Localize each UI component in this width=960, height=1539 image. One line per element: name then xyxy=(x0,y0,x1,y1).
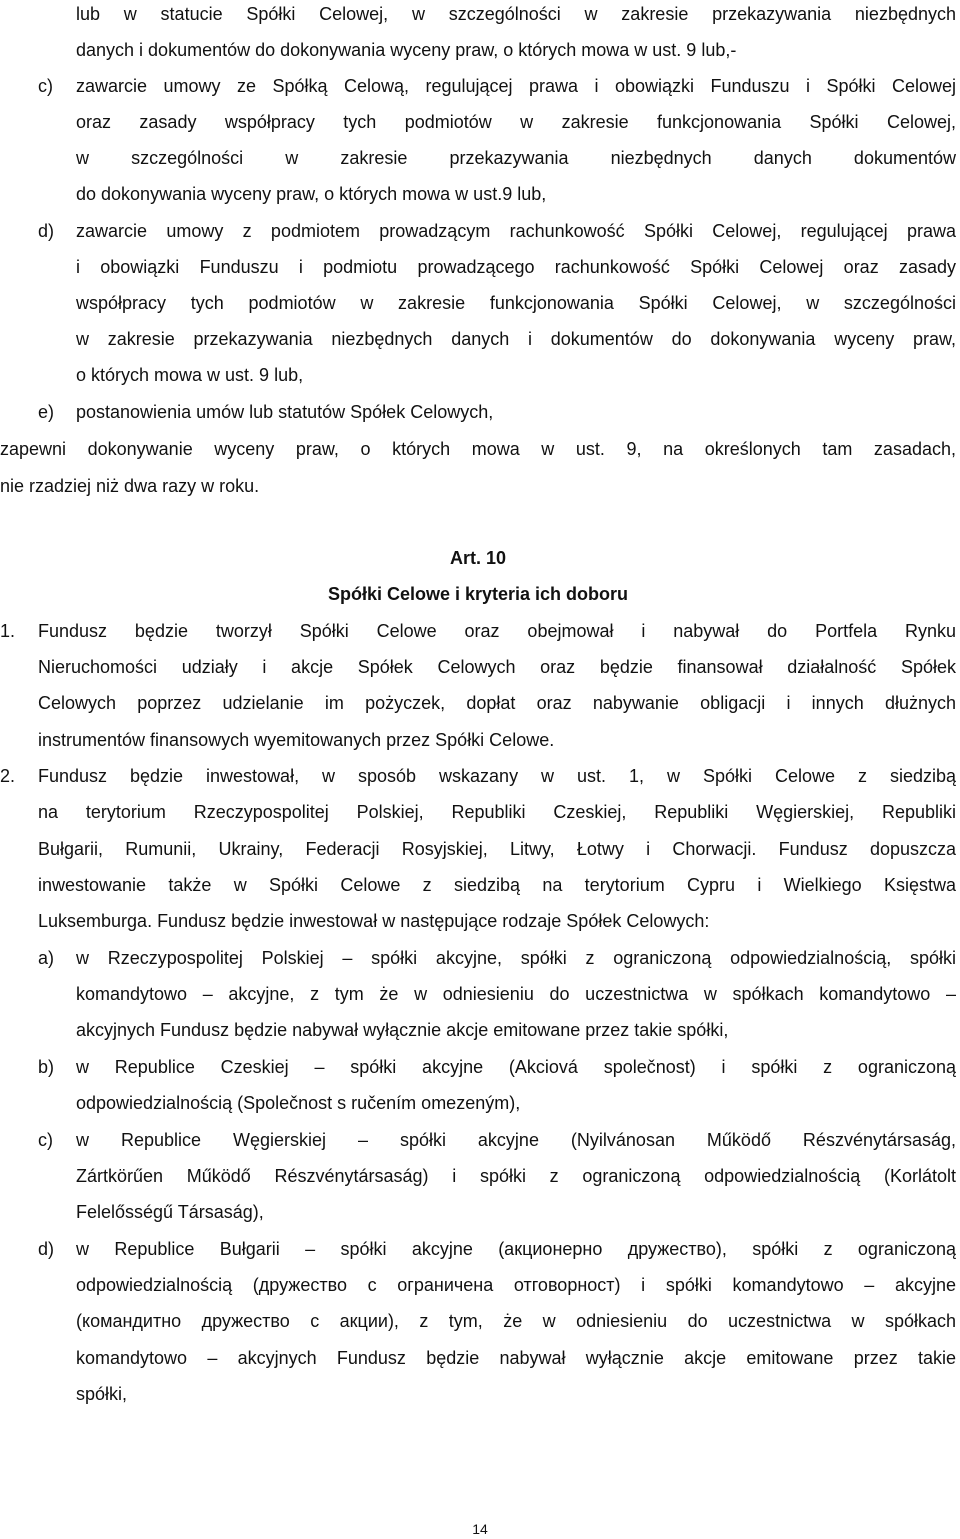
text-line: w Republice Węgierskiej – spółki akcyjne (Nyilvánosan Működő Részvénytársaság, xyxy=(76,1130,956,1150)
list-item-label: d) xyxy=(38,1239,55,1259)
list-item-label: c) xyxy=(38,1130,53,1150)
paragraph-number: 2. xyxy=(0,766,16,786)
text-line: inwestowanie także w Spółki Celowe z siedzibą na terytorium Cypru i Wielkiego Księstwa xyxy=(38,875,956,895)
text-line: odpowiedzialnością (Společnost s ručením omezeným), xyxy=(76,1093,521,1113)
text-line: i obowiązki Funduszu i podmiotu prowadzącego rachunkowość Spółki Celowej oraz zasady xyxy=(76,257,956,277)
list-item-label: a) xyxy=(38,948,55,968)
text-line: Fundusz będzie tworzył Spółki Celowe oraz obejmował i nabywał do Portfela Rynku xyxy=(38,621,956,641)
list-item-label: e) xyxy=(38,402,55,422)
text-line: współpracy tych podmiotów w zakresie funkcjonowania Spółki Celowej, w szczególności xyxy=(76,293,956,313)
text-line: do dokonywania wyceny praw, o których mowa w ust.9 lub, xyxy=(76,184,547,204)
text-line: lub w statucie Spółki Celowej, w szczególności w zakresie przekazywania niezbędnych xyxy=(76,4,956,24)
text-line: Fundusz będzie inwestował, w sposób wskazany w ust. 1, w Spółki Celowe z siedzibą xyxy=(38,766,956,786)
list-item-label: c) xyxy=(38,76,53,96)
text-line: zawarcie umowy ze Spółką Celową, regulującej prawa i obowiązki Funduszu i Spółki Celowej xyxy=(76,76,956,96)
text-line: Luksemburga. Fundusz będzie inwestował w następujące rodzaje Spółek Celowych: xyxy=(38,911,710,931)
text-line: spółki, xyxy=(76,1384,128,1404)
text-line: komandytowo – akcyjne, z tym że w odniesieniu do uczestnictwa w spółkach komandytowo – xyxy=(76,984,956,1004)
text-line: nie rzadziej niż dwa razy w roku. xyxy=(0,476,260,496)
text-line: instrumentów finansowych wyemitowanych przez Spółki Celowe. xyxy=(38,730,555,750)
list-item-label: b) xyxy=(38,1057,55,1077)
text-line: zapewni dokonywanie wyceny praw, o których mowa w ust. 9, na określonych tam zasadach, xyxy=(0,439,956,459)
text-line: akcyjnych Fundusz będzie nabywał wyłącznie akcje emitowane przez takie spółki, xyxy=(76,1020,729,1040)
text-line: zawarcie umowy z podmiotem prowadzącym rachunkowość Spółki Celowej, regulującej prawa xyxy=(76,221,956,241)
text-line: w Rzeczypospolitej Polskiej – spółki akcyjne, spółki z ograniczoną odpowiedzialnością, spółki xyxy=(76,948,956,968)
article-title: Spółki Celowe i kryteria ich doboru xyxy=(327,584,629,604)
text-line: komandytowo – akcyjnych Fundusz będzie nabywał wyłącznie akcje emitowane przez takie xyxy=(76,1348,956,1368)
text-line: w zakresie przekazywania niezbędnych danych i dokumentów do dokonywania wyceny praw, xyxy=(76,329,956,349)
text-line: na terytorium Rzeczypospolitej Polskiej, Republiki Czeskiej, Republiki Węgierskiej, Republiki xyxy=(38,802,956,822)
list-item-label: d) xyxy=(38,221,55,241)
text-line: oraz zasady współpracy tych podmiotów w zakresie funkcjonowania Spółki Celowej, xyxy=(76,112,956,132)
text-line: postanowienia umów lub statutów Spółek Celowych, xyxy=(76,402,494,422)
text-line: w szczególności w zakresie przekazywania niezbędnych danych dokumentów xyxy=(76,148,956,168)
text-line: w Republice Bułgarii – spółki akcyjne (акционерно дружество), spółki z ograniczoną xyxy=(76,1239,956,1259)
text-line: danych i dokumentów do dokonywania wyceny praw, o których mowa w ust. 9 lub,- xyxy=(76,40,737,60)
text-line: o których mowa w ust. 9 lub, xyxy=(76,365,304,385)
text-line: Nieruchomości udziały i akcje Spółek Celowych oraz będzie finansował działalność Spółek xyxy=(38,657,956,677)
text-line: w Republice Czeskiej – spółki akcyjne (Akciová společnost) i spółki z ograniczoną xyxy=(76,1057,956,1077)
text-line: Felelősségű Társaság), xyxy=(76,1202,264,1222)
article-number: Art. 10 xyxy=(449,548,507,568)
text-line: (командитно дружество с акции), z tym, że w odniesieniu do uczestnictwa w spółkach xyxy=(76,1311,956,1331)
text-line: Celowych poprzez udzielanie im pożyczek, dopłat oraz nabywanie obligacji i innych dłużnych xyxy=(38,693,956,713)
text-line: Bułgarii, Rumunii, Ukrainy, Federacji Rosyjskiej, Litwy, Łotwy i Chorwacji. Fundusz dopuszcza xyxy=(38,839,956,859)
paragraph-number: 1. xyxy=(0,621,16,641)
text-line: odpowiedzialnością (дружество с ограничена отговорност) i spółki komandytowo – akcyjne xyxy=(76,1275,956,1295)
text-line: Zártkörűen Működő Részvénytársaság) i spółki z ograniczoną odpowiedzialnością (Korlátolt xyxy=(76,1166,956,1186)
page-number: 14 xyxy=(472,1521,488,1537)
